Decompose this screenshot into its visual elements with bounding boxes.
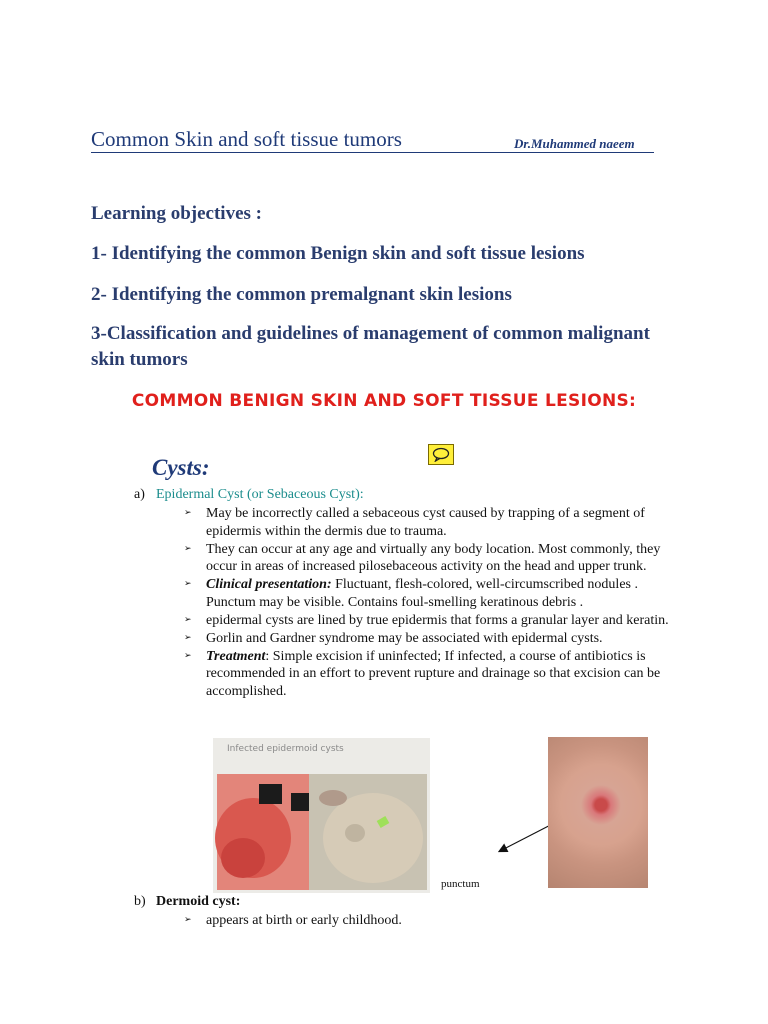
section-heading: COMMON BENIGN SKIN AND SOFT TISSUE LESIONS: [131, 391, 637, 411]
comment-icon[interactable] [428, 444, 454, 465]
cysts-heading: Cysts: [152, 455, 210, 480]
document-author: Dr.Muhammed naeem [514, 136, 635, 151]
speech-bubble-icon [432, 447, 450, 462]
arrow-bullet-icon: ➢ [184, 632, 192, 643]
sub-b-heading: Dermoid cyst: [156, 894, 241, 909]
objective-item-2: 2- Identifying the common premalgnant skin lesions [91, 284, 512, 305]
bullet-item: ➢ Treatment: Simple excision if uninfected; If infected, a course of antibiotics is recommended in an effort to prevent rupture and drainage so that excision can be accomplished. [184, 648, 661, 699]
arrow-bullet-icon: ➢ [184, 508, 192, 518]
bullet-item: ➢ epidermal cysts are lined by true epidermis that forms a granular layer and keratin. [184, 612, 669, 628]
arrow-bullet-icon: ➢ [184, 579, 192, 590]
document-title: Common Skin and soft tissue tumors [91, 127, 402, 151]
sub-b-letter: b) [134, 894, 146, 909]
objective-item-1: 1- Identifying the common Benign skin and soft tissue lesions [91, 243, 585, 264]
dermoid-cyst-bullets [184, 912, 674, 930]
punctum-label: punctum [441, 878, 480, 890]
epidermal-cyst-bullets [184, 505, 674, 701]
objective-item-3: 3-Classification and guidelines of management of common malignant skin tumors [91, 323, 650, 370]
sub-a-heading: Epidermal Cyst (or Sebaceous Cyst): [156, 487, 364, 502]
arrow-bullet-icon: ➢ [184, 543, 192, 554]
arrow-bullet-icon: ➢ [184, 614, 192, 625]
bullet-item: ➢ They can occur at any age and virtually any body location. Most commonly, they occur in areas of increased pilosebaceous activity on the head and upper trunk. [184, 541, 661, 575]
bullet-item: ➢ Clinical presentation: Fluctuant, flesh-colored, well-circumscribed nodules . Punctum may be visible. Contains foul-smelling keratinous debris . [184, 577, 638, 610]
bullet-item: ➢ Gorlin and Gardner syndrome may be associated with epidermal cysts. [184, 630, 603, 646]
title-underline [91, 152, 654, 153]
punctum-cyst-photo [548, 737, 648, 888]
objectives-heading: Learning objectives : [91, 203, 262, 224]
arrow-bullet-icon: ➢ [184, 650, 192, 661]
bullet-item: ➢ appears at birth or early childhood. [184, 913, 402, 928]
bullet-item: ➢ May be incorrectly called a sebaceous cyst caused by trapping of a segment of epidermis within the dermis due to trauma. [184, 506, 645, 539]
infected-epidermoid-cysts-photo [213, 738, 430, 893]
sub-a-letter: a) [134, 487, 145, 502]
arrow-bullet-icon: ➢ [184, 915, 192, 925]
photo-caption: Infected epidermoid cysts [227, 744, 344, 754]
